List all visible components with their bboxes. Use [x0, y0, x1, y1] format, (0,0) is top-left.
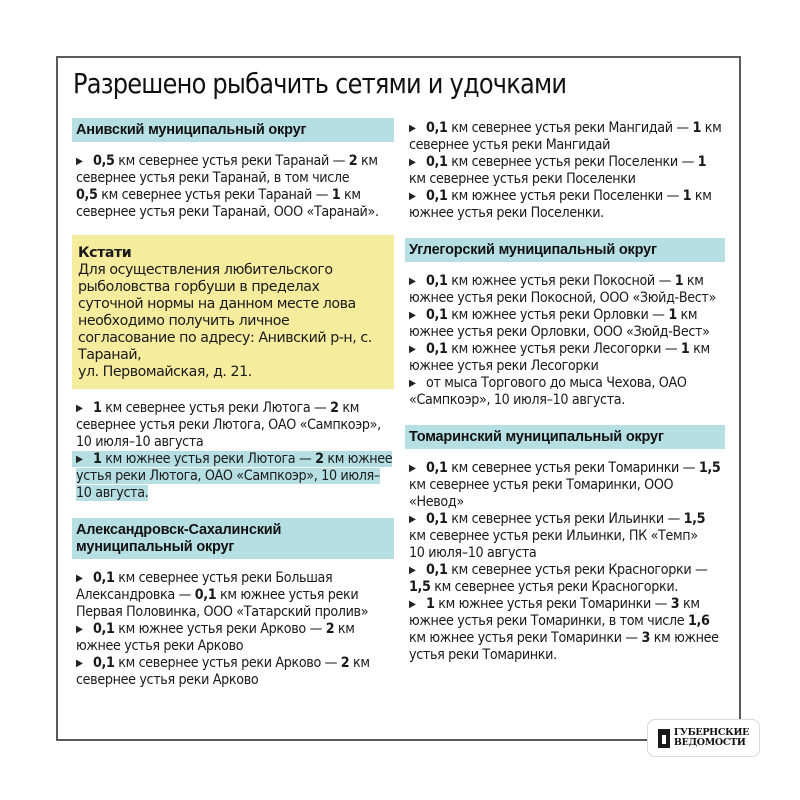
uglegorsk-items [405, 273, 725, 409]
tomari-items [405, 460, 725, 664]
bullet-triangle-icon: ▶ [409, 276, 416, 287]
section-header-uglegorsk: Углегорский муниципальный округ [405, 238, 725, 262]
logo-text [674, 728, 749, 748]
list-item: ▶ 0,1 км севернее устья реки Томаринки — 1,5 км севернее устья реки Томаринки, ООО «Невод» [409, 460, 721, 510]
bullet-triangle-icon: ▶ [76, 573, 83, 584]
list-item: ▶ 0,1 км южнее устья реки Арково — 2 км южнее устья реки Арково [76, 621, 355, 654]
right-column [405, 120, 725, 664]
list-item-highlighted: ▶ 1 км южнее устья реки Лютога — 2 км южнее устья реки Лютога, ОАО «Сампкоэр», 10 июля–10 августа. [76, 451, 394, 502]
list-item: ▶ 0,5 км севернее устья реки Таранай — 2 км севернее устья реки Таранай, в том числе [76, 153, 378, 186]
list-item: ▶ 0,1 км севернее устья реки Арково — 2 км севернее устья реки Арково [76, 655, 370, 688]
bullet-triangle-icon: ▶ [76, 454, 83, 465]
list-item: ▶ 0,1 км севернее устья реки Ильинки — 1,5 км севернее устья реки Ильинки, ПК «Темп» [409, 511, 706, 544]
list-item: 0,5 км севернее устья реки Таранай — 1 км севернее устья реки Таранай, ООО «Таранай». [76, 187, 379, 220]
bullet-triangle-icon: ▶ [76, 403, 83, 414]
aniva-items [72, 153, 394, 221]
list-item: ▶ 0,1 км южнее устья реки Покосной — 1 км южнее устья реки Покосной, ООО «Зюйд-Вест» [409, 273, 716, 306]
list-item: ▶ 0,1 км севернее устья реки Красногорки — 1,5 км севернее устья реки Красногорки. [409, 562, 708, 595]
aniva-continued-items [405, 120, 725, 222]
list-item: ▶ 0,1 км севернее устья реки Поселенки — 1 км севернее устья реки Поселенки [409, 154, 707, 187]
left-column [72, 118, 394, 689]
section-header-aniva: Анивский муниципальный округ [72, 118, 394, 142]
bullet-triangle-icon: ▶ [409, 565, 416, 576]
bullet-triangle-icon: ▶ [409, 514, 416, 525]
bullet-triangle-icon: ▶ [76, 658, 83, 669]
list-item: ▶ 0,1 км севернее устья реки Большая Александровка — 0,1 км южнее устья реки Первая Половинка, ООО «Татарский пролив» [76, 570, 369, 620]
bullet-triangle-icon: ▶ [409, 157, 416, 168]
list-item: 10 июля–10 августа [409, 545, 537, 561]
bullet-triangle-icon: ▶ [409, 599, 416, 610]
list-item: ▶ 1 км южнее устья реки Томаринки — 3 км южнее устья реки Томаринки, в том числе 1,6 км южнее устья реки Томаринки — 3 км южнее устья реки Томаринки. [409, 596, 719, 663]
note-address: ул. Первомайская, д. 21. [78, 364, 252, 380]
lyutoga-items [72, 400, 394, 502]
note-text: Для осуществления любительского рыболовства горбуши в пределах суточной нормы на данном месте лова необходимо получить личное согласование по адресу: Анивский р-н, с. Таранай, [78, 262, 372, 363]
note-box [72, 235, 394, 389]
list-item: ▶ от мыса Торгового до мыса Чехова, ОАО «Сампкоэр», 10 июля–10 августа. [409, 375, 687, 408]
bullet-triangle-icon: ▶ [409, 191, 416, 202]
publisher-logo [647, 719, 760, 757]
alexandrovsk-items [72, 570, 394, 689]
bullet-triangle-icon: ▶ [76, 156, 83, 167]
note-title: Кстати [78, 245, 132, 261]
list-item: ▶ 0,1 км южнее устья реки Орловки — 1 км южнее устья реки Орловки, ООО «Зюйд-Вест» [409, 307, 710, 340]
logo-line-2: ВЕДОМОСТИ [673, 737, 746, 748]
list-item: ▶ 0,1 км южнее устья реки Поселенки — 1 км южнее устья реки Поселенки. [409, 188, 712, 221]
bullet-triangle-icon: ▶ [409, 463, 416, 474]
bullet-triangle-icon: ▶ [409, 310, 416, 321]
section-header-tomari: Томаринский муниципальный округ [405, 425, 725, 449]
list-item: 10 июля–10 августа [76, 434, 204, 450]
logo-emblem-icon [658, 729, 670, 748]
bullet-triangle-icon: ▶ [409, 123, 416, 134]
logo-line-1: ГУБЕРНСКИЕ [673, 727, 750, 738]
list-item: ▶ 0,1 км севернее устья реки Мангидай — 1 км севернее устья реки Мангидай [409, 120, 722, 153]
list-item: ▶ 0,1 км южнее устья реки Лесогорки — 1 км южнее устья реки Лесогорки [409, 341, 710, 374]
bullet-triangle-icon: ▶ [409, 378, 416, 389]
bullet-triangle-icon: ▶ [76, 624, 83, 635]
page-title: Разрешено рыбачить сетями и удочками [73, 67, 567, 100]
bullet-triangle-icon: ▶ [409, 344, 416, 355]
list-item: ▶ 1 км севернее устья реки Лютога — 2 км севернее устья реки Лютога, ОАО «Сампкоэр», [76, 400, 381, 433]
section-header-alexandrovsk: Александровск-Сахалинский муниципальный округ [72, 518, 394, 559]
